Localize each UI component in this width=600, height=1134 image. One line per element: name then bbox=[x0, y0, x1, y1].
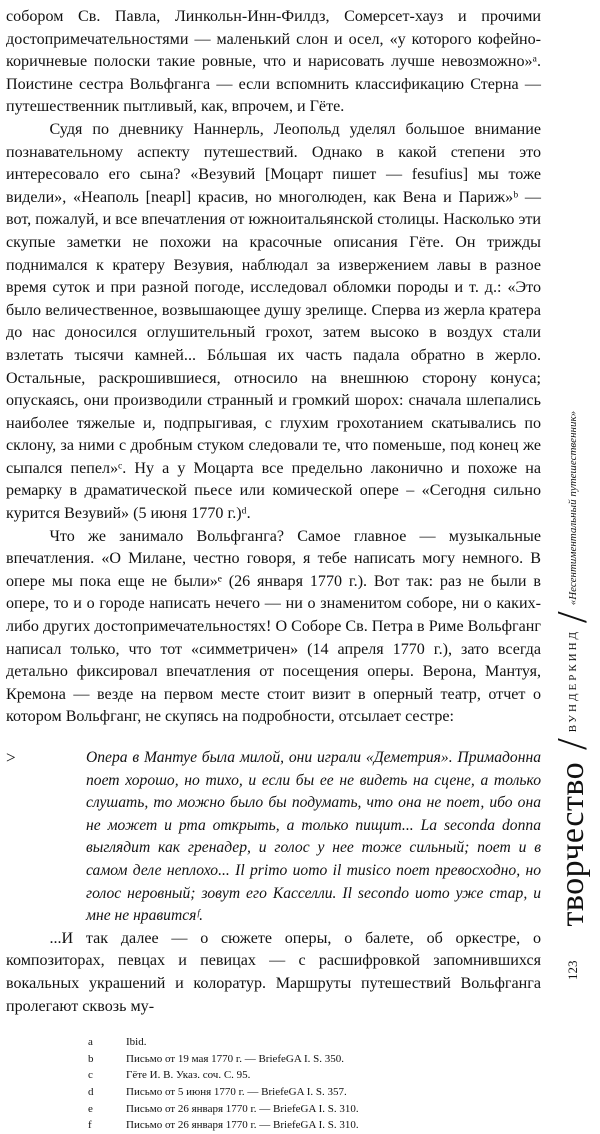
separator-slash: / bbox=[550, 738, 596, 750]
block-quote bbox=[6, 747, 541, 928]
footnote-text: Гёте И. В. Указ. соч. С. 95. bbox=[126, 1069, 251, 1082]
footnote-text: Письмо от 5 июня 1770 г. — BriefeGA I. S. 357. bbox=[126, 1085, 347, 1098]
footnote-letter: a bbox=[88, 1036, 93, 1049]
paragraph-4: ...И так далее — о сюжете оперы, о балете, об оркестре, о композиторах, певцах и певицах — с расшифровкой запомнившихся вокальных украшений и колоратур. Маршруты путешествий Вольфганга пролегают сквозь му- bbox=[6, 929, 541, 1015]
footnote-text: Ibid. bbox=[126, 1036, 147, 1049]
section-title: творчество bbox=[554, 761, 591, 927]
footnote bbox=[88, 1117, 541, 1134]
footnote-letter: e bbox=[88, 1102, 93, 1115]
footnote-letter: c bbox=[88, 1069, 93, 1082]
running-head-sidebar bbox=[546, 0, 600, 980]
footnote-letter: d bbox=[88, 1085, 94, 1098]
quote-marker: > bbox=[6, 748, 16, 767]
chapter-title: ВУНДЕРКИНД bbox=[567, 628, 579, 733]
footnote bbox=[88, 1084, 541, 1101]
footnote bbox=[88, 1101, 541, 1118]
subchapter-title: «Несентиментальный путешественник» bbox=[567, 410, 579, 606]
footnote bbox=[88, 1034, 541, 1051]
paragraph-3: Что же занимало Вольфганга? Самое главное — музыкальные впечатления. «О Милане, честно говоря, я тебе написать могу немного. В опере мы пока еще не были»ᵉ (26 января 1770 г.). Вот так: раз не были в опере, то и о городе написать нечего — ни о знаменитом соборе, ни о каких-либо других достопримечательностях! О Соборе Св. Петра в Риме Вольфганг написал только, что тот «симметричен» (14 апреля 1770 г.), зато всегда детально фиксировал впечатления от посещения оперы. Верона, Мантуя, Кремона — везде на первом месте стоит визит в оперный театр, отчет о котором Вольфганг, не скупясь на подробности, отсылает сестре: bbox=[6, 527, 541, 726]
footnote-text: Письмо от 19 мая 1770 г. — BriefeGA I. S. 350. bbox=[126, 1052, 344, 1065]
running-head-rotated bbox=[550, 60, 596, 980]
main-text-column bbox=[6, 6, 541, 1134]
paragraph-2: Судя по дневнику Наннерль, Леопольд уделял большое внимание познавательному аспекту путешествий. Однако в какой степени это интересовало его сына? «Везувий [Моцарт пишет — fesufius] мы тоже видели», «Неаполь [neapl] красив, но многолюден, как Вена и Париж»ᵇ — вот, пожалуй, и все впечатления от южноитальянской столицы. Насколько эти скупые заметки не похожи на красочные описания Гёте. Он трижды поднимался к кратеру Везувия, наблюдал за извержением лавы в разное время суток и при разной погоде, исследовал обломки породы и т. д.: «Это было величественное, возвышающее душу зрелище. Сперва из жерла кратера до нас доносился оглушительный грохот, затем высоко в воздух стали взлетать тысячи камней... Бóльшая их часть падала обратно в жерло. Остальные, раскрошившиеся, относило на внешнюю сторону конуса; опускаясь, они производили странный и громкий шорох: сначала шлепались наиболее тяжелые и, подпрыгивая, с глухим грохотанием скатывались по склону, за ними с дробным стуком следовали те, что поменьше, под конец же сыпался пепел»ᶜ. Ну а у Моцарта все предельно лаконично и похоже на ремарку в драматической пьесе или комической опере – «Сегодня сильно курится Везувий» (5 июня 1770 г.)ᵈ. bbox=[6, 120, 541, 523]
footnote bbox=[88, 1051, 541, 1068]
footnote bbox=[88, 1067, 541, 1084]
footnote-letter: b bbox=[88, 1052, 94, 1065]
footnote-text: Письмо от 26 января 1770 г. — BriefeGA I. S. 310. bbox=[126, 1119, 359, 1132]
page-number: 123 bbox=[565, 960, 580, 980]
paragraph-1: собором Св. Павла, Линкольн-Инн-Филдз, Сомерсет-хауз и прочими достопримечательностями — маленький слон и осел, «у которого кофейно-коричневые полоски такие ровные, что и нарисовать лучше невозможно»ᵃ. Поистине сестра Вольфганга — если вспомнить классификацию Стерна — путешественник пытливый, как, впрочем, и Гёте. bbox=[6, 8, 541, 116]
separator-slash: / bbox=[550, 611, 596, 623]
footnote-text: Письмо от 26 января 1770 г. — BriefeGA I. S. 310. bbox=[126, 1102, 359, 1115]
footnotes bbox=[88, 1034, 541, 1134]
quote-text: Опера в Мантуе была милой, они играли «Деметрия». Примадонна поет хорошо, но тихо, и если бы ее не видеть на сцене, а только слушать, то можно было бы подумать, что она не поет, ибо она не может и рта открыть, а только пищит... La seconda donna выглядит как гренадер, и голос у нее тоже сильный; поет и в самом деле неплохо... Il primo иото il musico поет превосходно, но голос неровный; зовут его Касселли. Il secondo иото уже стар, и мне не нравитсяᶠ. bbox=[86, 749, 541, 925]
footnote-letter: f bbox=[88, 1119, 92, 1132]
